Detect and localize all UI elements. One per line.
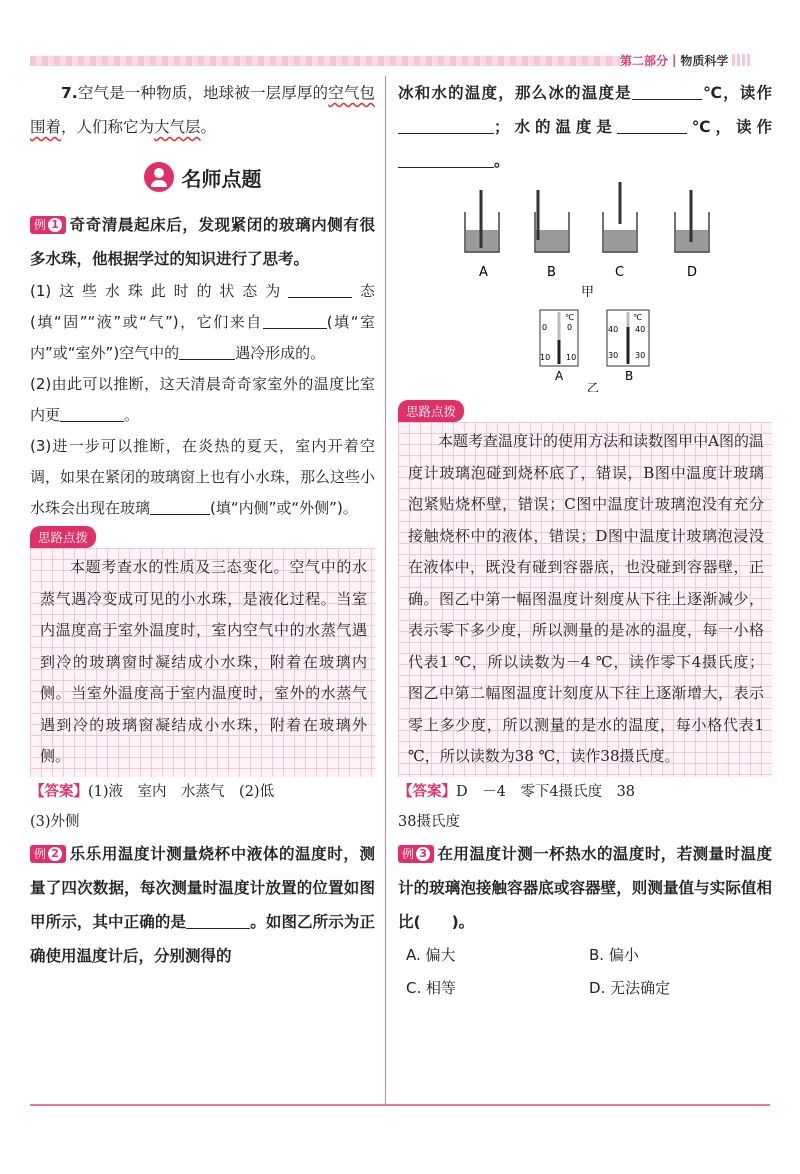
header-stripes — [732, 54, 752, 66]
header-tag — [620, 50, 752, 70]
example-3-stem: 例 3 在用温度计测一杯热水的温度时，若测量时温度计的玻璃泡接触容器底或容器壁，则测量值与实际值相比( )。 — [398, 844, 772, 931]
header-band — [30, 56, 620, 66]
example-2-continued: 冰和水的温度，那么冰的温度是 ℃，读作；水的温度是 ℃，读作。 — [398, 84, 772, 170]
svg-text:40: 40 — [608, 325, 619, 334]
figure-jia-label: 甲 — [581, 285, 595, 300]
option-c[interactable]: C. 相等 — [406, 978, 457, 997]
example-3-label: 例 3 — [398, 845, 434, 863]
beaker-label-B: B — [547, 265, 556, 280]
thermometer-figure — [435, 182, 735, 392]
footer-line — [30, 1104, 770, 1106]
beaker-label-D: D — [687, 265, 698, 280]
beaker-A — [465, 190, 499, 252]
header-subject: 物质科学 — [680, 53, 729, 68]
option-b[interactable]: B. 偏小 — [589, 945, 639, 964]
think-tag-1: 思路点拨 — [30, 526, 96, 548]
svg-text:0: 0 — [542, 323, 548, 332]
answer-blank[interactable] — [60, 406, 124, 422]
svg-text:40: 40 — [635, 325, 646, 334]
banner-title: 名师点题 — [181, 166, 262, 191]
svg-text:10: 10 — [566, 353, 577, 362]
answer-2: 【答案】D －4 零下4摄氏度 38 38摄氏度 — [398, 782, 636, 830]
example-2-stem: 例 2 乐乐用温度计测量烧杯中液体的温度时，测量了四次数据，每次测量时温度计放置的位置如图甲所示，其中正确的是 。如图乙所示为正确使用温度计后，分别测得的 — [30, 844, 375, 965]
example-1-q2: (2)由此可以推断，这天清晨奇奇家室外的温度比室内更 。 — [30, 375, 375, 424]
answer-blank[interactable] — [150, 499, 210, 515]
beaker-label-C: C — [615, 265, 625, 280]
teacher-icon — [144, 162, 174, 192]
answer-1: 【答案】(1)液 室内 水蒸气 (2)低 (3)外侧 — [30, 782, 275, 830]
svg-text:10: 10 — [540, 353, 551, 362]
thermometer-B — [607, 310, 649, 366]
item-7: 7.空气是一种物质，地球被一层厚厚的空气包围着，人们称它为大气层。 — [30, 84, 375, 136]
example-3-options — [398, 939, 772, 1005]
answer-blank[interactable] — [263, 313, 327, 329]
answer-blank[interactable] — [179, 344, 235, 360]
example-1-q1: (1)这些水珠此时的状态为 态(填“固”“液”或“气”)，它们来自 (填“室内”或“室外”)空气中的 遇冷形成的。 — [30, 282, 375, 362]
section-banner — [30, 152, 375, 202]
figure-yi-label: 乙 — [587, 381, 600, 392]
svg-text:30: 30 — [608, 351, 619, 360]
think-box-2 — [398, 422, 772, 777]
svg-text:30: 30 — [635, 351, 646, 360]
answer-blank[interactable] — [288, 282, 352, 298]
left-column — [30, 76, 375, 973]
therm-label-B: B — [625, 369, 634, 383]
answer-blank[interactable] — [398, 118, 494, 134]
example-1-label: 例 1 — [30, 216, 66, 234]
think-text-2: 本题考查温度计的使用方法和读数图甲中A图的温度计玻璃泡碰到烧杯底了，错误，B图中温度计玻璃泡紧贴烧杯壁，错误；C图中温度计玻璃泡没有充分接触烧杯中的液体，错误；D图中温度计玻璃泡浸没在液体中，既没有碰到容器底，也没碰到容器壁，正确。图乙中第一幅图温度计刻度从下往上逐渐减少，表示零下多少度，所以测量的是冰的温度，每一小格代表1 ℃，所以读数为－4 ℃，读作零下4摄氏度；图乙中第二幅图温度计刻度从下往上逐渐增大，表示零上多少度，所以测量的是水的温度，每小格代表1 ℃，所以读数为38 ℃，读作38摄氏度。 — [408, 432, 764, 765]
answer-blank[interactable] — [617, 118, 687, 134]
svg-text:0: 0 — [567, 323, 573, 332]
option-a[interactable]: A. 偏大 — [406, 945, 456, 964]
header-separator: | — [672, 53, 677, 67]
example-1-q3: (3)进一步可以推断，在炎热的夏天，室内开着空调，如果在紧闭的玻璃窗上也有小水珠，那么这些小水珠会出现在玻璃 (填“内侧”或“外侧”)。 — [30, 437, 376, 517]
column-divider — [385, 76, 386, 1106]
beaker-D — [675, 190, 709, 252]
therm-label-A: A — [555, 369, 564, 383]
header-part: 第二部分 — [620, 53, 669, 68]
svg-text:℃: ℃ — [565, 313, 574, 322]
svg-text:℃: ℃ — [633, 313, 642, 322]
right-column — [398, 76, 772, 1005]
thermometer-A — [540, 310, 578, 366]
option-d[interactable]: D. 无法确定 — [589, 978, 671, 997]
answer-blank[interactable] — [632, 84, 702, 100]
beaker-B — [535, 190, 569, 252]
answer-blank[interactable] — [398, 152, 494, 168]
think-text-1: 本题考查水的性质及三态变化。空气中的水蒸气遇冷变成可见的小水珠，是液化过程。当室内温度高于室外温度时，室内空气中的水蒸气遇到冷的玻璃窗时凝结成小水珠，附着在玻璃内侧。当室外温度高于室内温度时，室外的水蒸气遇到冷的玻璃窗凝结成小水珠，附着在玻璃外侧。 — [40, 558, 367, 765]
example-1-stem: 例 1 奇奇清晨起床后，发现紧闭的玻璃内侧有很多水珠，他根据学过的知识进行了思考。 — [30, 216, 375, 268]
think-tag-2: 思路点拨 — [398, 400, 464, 422]
think-box-1 — [30, 548, 375, 777]
example-2-label: 例 2 — [30, 845, 66, 863]
answer-blank[interactable] — [186, 913, 250, 929]
beaker-label-A: A — [479, 265, 488, 280]
beaker-C — [603, 182, 637, 252]
